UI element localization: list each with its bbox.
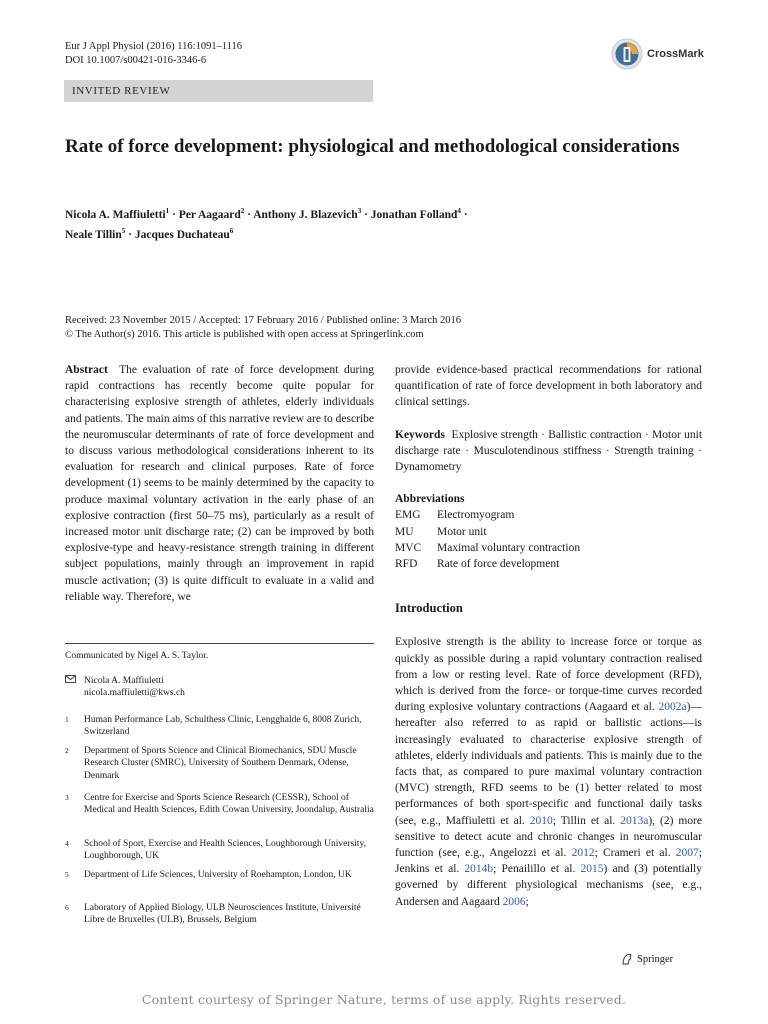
springer-horse-icon xyxy=(620,952,634,966)
affiliation-text: Centre for Exercise and Sports Science Research (CESSR), School of Medical and Health Sciences, Edith Cowan University, Joondalup, Australia xyxy=(84,793,374,816)
copyright-notice: © The Author(s) 2016. This article is published with open access at Springerlink.com xyxy=(65,328,424,340)
abbreviation-row xyxy=(395,524,702,540)
citation-link[interactable]: 2014b xyxy=(464,863,494,876)
affiliation-item xyxy=(65,714,374,739)
affiliation-text: Laboratory of Applied Biology, ULB Neurosciences Institute, Université Libre de Bruxelles (ULB), Brussels, Belgium xyxy=(84,903,361,926)
affiliation-item xyxy=(65,792,374,817)
affiliation-number: 6 xyxy=(65,903,69,912)
affiliation-number: 3 xyxy=(65,793,69,802)
abbreviation-row xyxy=(395,507,702,523)
body-text: ; xyxy=(525,895,529,908)
keywords-label: Keywords xyxy=(395,428,445,441)
author-separator: · xyxy=(169,208,179,221)
keywords-text: Explosive strength · Ballistic contraction · Motor unit discharge rate · Musculotendinous stiffness · Strength training · Dynamometry xyxy=(395,428,703,474)
corresponding-author xyxy=(65,675,374,700)
right-column xyxy=(395,362,702,910)
publisher-mark xyxy=(620,952,673,966)
abbreviations xyxy=(395,491,702,572)
publication-dates: Received: 23 November 2015 / Accepted: 17 February 2016 / Published online: 3 March 2016 xyxy=(65,315,462,326)
affiliation-item xyxy=(65,902,374,927)
body-text: ; Penailillo et al. xyxy=(493,863,581,876)
affiliation-text: Human Performance Lab, Schulthess Clinic, Lengghalde 6, 8008 Zurich, Switzerland xyxy=(84,715,362,738)
article-type-banner: INVITED REVIEW xyxy=(64,80,373,102)
author-name[interactable]: Neale Tillin xyxy=(65,228,122,241)
affiliation-item xyxy=(65,838,374,863)
body-text: ; Crameri et al. xyxy=(594,847,676,860)
section-heading-introduction: Introduction xyxy=(395,601,463,616)
author-name[interactable]: Jacques Duchateau xyxy=(134,228,230,241)
author-name[interactable]: Nicola A. Maffiuletti xyxy=(65,208,166,221)
publisher-name: Springer xyxy=(637,953,674,965)
abbreviation-definition: Maximal voluntary contraction xyxy=(437,541,581,554)
abbreviations-heading: Abbreviations xyxy=(395,493,465,506)
author-list xyxy=(65,203,705,243)
abbreviation-row xyxy=(395,540,702,556)
author-name[interactable]: Jonathan Folland xyxy=(370,208,458,221)
citation-link[interactable]: 2007 xyxy=(675,847,699,860)
citation-link[interactable]: 2002a xyxy=(658,701,687,714)
abbreviation-term: RFD xyxy=(395,558,418,571)
author-separator: · xyxy=(244,208,254,221)
body-text: Explosive strength is the ability to increase force or torque as quickly as possible during a rapid voluntary contraction realised from a low or resting level. Rate of force development (RFD), which is derived from the force- or torque-time curves recorded during explosive voluntary contractions (Aagaard et al. xyxy=(395,636,702,714)
author-name[interactable]: Anthony J. Blazevich xyxy=(253,208,358,221)
corresponding-author-name: Nicola A. Maffiuletti xyxy=(84,676,164,686)
crossmark-icon xyxy=(611,38,643,70)
journal-citation: Eur J Appl Physiol (2016) 116:1091–1116 xyxy=(65,41,243,52)
citation-link[interactable]: 2010 xyxy=(529,814,553,827)
affiliation-text: School of Sport, Exercise and Health Sciences, Loughborough University, Loughborough, UK xyxy=(84,839,366,862)
abbreviation-term: MU xyxy=(395,525,414,538)
author-separator: · xyxy=(125,228,135,241)
affiliation-number: 5 xyxy=(65,870,69,879)
abbreviation-definition: Motor unit xyxy=(437,525,487,538)
publication-history xyxy=(65,314,705,341)
body-text: ; Jenkins et al. xyxy=(395,847,702,876)
author-affiliation-marker: 4 xyxy=(457,207,461,215)
affiliation-number: 4 xyxy=(65,839,69,848)
author-affiliation-marker: 5 xyxy=(121,226,126,235)
abstract-continuation: provide evidence-based practical recommendations for rational quantification of rate of force development in both laboratory and clinical settings. xyxy=(395,364,702,409)
footnote-divider xyxy=(65,643,374,644)
corresponding-author-email[interactable]: nicola.maffiuletti@kws.ch xyxy=(84,688,185,699)
abbreviation-definition: Electromyogram xyxy=(437,509,515,522)
author-affiliation-marker: 3 xyxy=(357,207,362,215)
body-text: ) and (3) potentially governed by different physiological mechanisms (see, e.g., Andersen and Aagaard xyxy=(395,863,702,908)
body-text: )—hereafter also referred to as rapid or ballistic actions—is increasingly evaluated to characterise explosive strength of athletes, elderly individuals and patients. This is mainly due to the facts that, as compared to pure maximal voluntary contraction (MVC) strength, RFD seems to be (1) better related to most performances of both sport-specific and functional daily tasks (see, e.g., Maffiuletti et al. xyxy=(395,701,702,827)
abbreviation-definition: Rate of force development xyxy=(437,558,560,571)
citation-link[interactable]: 2013a xyxy=(620,814,649,827)
affiliation-text: Department of Life Sciences, University of Roehampton, London, UK xyxy=(84,870,352,880)
keywords xyxy=(395,427,702,476)
article-title: Rate of force development: physiological and methodological considerations xyxy=(65,136,680,157)
author-separator: · xyxy=(361,208,371,221)
courtesy-notice: Content courtesy of Springer Nature, terms of use apply. Rights reserved. xyxy=(141,992,627,1007)
affiliation-number: 2 xyxy=(65,746,69,755)
affiliation-item xyxy=(65,745,374,782)
author-name[interactable]: Per Aagaard xyxy=(178,208,241,221)
abbreviation-row xyxy=(395,556,702,572)
communicated-by: Communicated by Nigel A. S. Taylor. xyxy=(65,651,209,661)
envelope-icon xyxy=(65,675,84,700)
citation-link[interactable]: 2012 xyxy=(571,847,595,860)
doi-line: DOI 10.1007/s00421-016-3346-6 xyxy=(65,55,207,66)
affiliation-number: 1 xyxy=(65,715,69,724)
body-text: ), (2) more sensitive to detect acute and chronic changes in neuromuscular function (see, e.g., Angelozzi et al. xyxy=(395,814,702,860)
abbreviation-term: MVC xyxy=(395,541,422,554)
crossmark-badge[interactable] xyxy=(611,38,704,70)
abbreviation-term: EMG xyxy=(395,509,421,522)
affiliation-text: Department of Sports Science and Clinical Biomechanics, SDU Muscle Research Cluster (SMRC), University of Southern Denmark, Odense, Denmark xyxy=(84,746,357,781)
author-affiliation-marker: 6 xyxy=(229,226,234,235)
affiliation-item xyxy=(65,869,374,881)
introduction-paragraph xyxy=(395,634,702,909)
abstract-label: Abstract xyxy=(65,364,108,376)
crossmark-label: CrossMark xyxy=(647,48,704,60)
body-text: ; Tillin et al. xyxy=(552,814,621,827)
citation-link[interactable]: 2006 xyxy=(502,895,526,908)
author-affiliation-marker: 2 xyxy=(240,207,245,215)
author-separator: · xyxy=(460,208,468,221)
abstract-text: The evaluation of rate of force development during rapid contractions has recently become quite popular for characterising explosive strength of athletes, elderly individuals and patients. The main aims of this narrative review are to describe the neuromuscular determinants of rate of force development and to discuss various methodological considerations inherent to its evaluation for research and clinical purposes. Rate of force development (1) seems to be mainly determined by the capacity to produce maximal voluntary activation in the early phase of an explosive contraction (first 50–75 ms), particularly as a result of increased motor unit discharge rate; (2) can be improved by both explosive-type and heavy-resistance strength training in different subject populations, mainly through an improvement in rapid muscle activation; (3) is quite difficult to evaluate in a valid and reliable way. Therefore, we xyxy=(65,364,375,603)
abstract xyxy=(65,362,374,605)
citation-link[interactable]: 2015 xyxy=(580,863,604,876)
author-affiliation-marker: 1 xyxy=(165,207,170,215)
